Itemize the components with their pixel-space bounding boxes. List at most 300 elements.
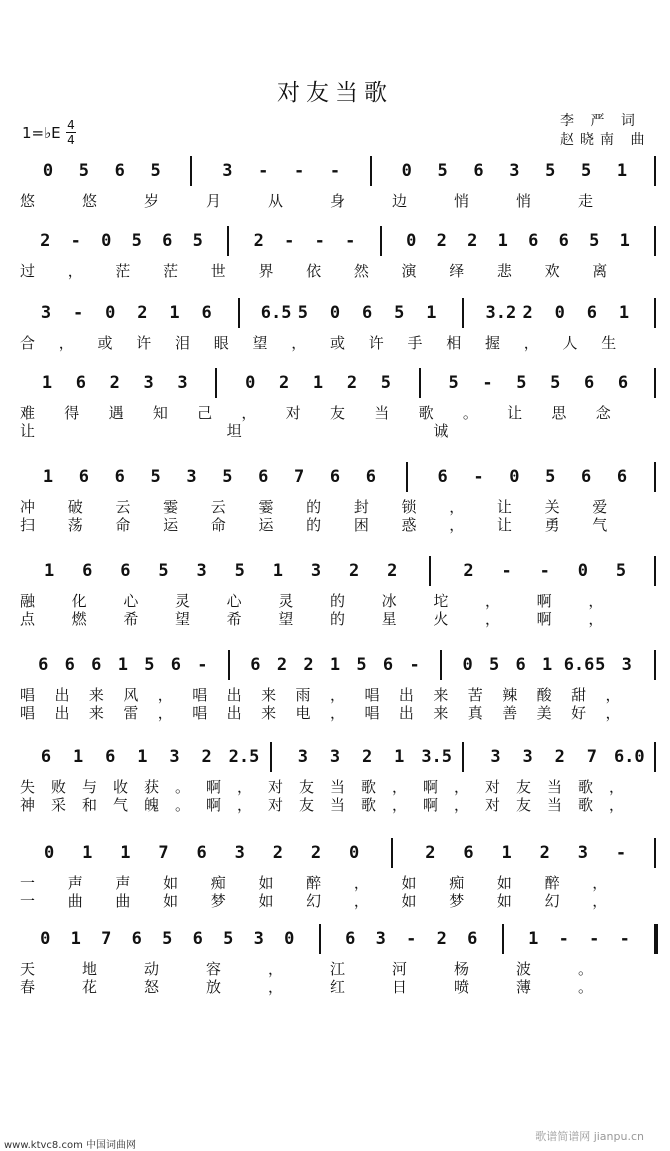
lyric-char: 当 <box>547 796 563 814</box>
note: 3.5 <box>421 747 453 767</box>
lyric-char: 江 <box>330 960 346 978</box>
note: 5 <box>595 655 606 675</box>
note: 7 <box>293 467 305 487</box>
lyric-verse-2 <box>0 978 670 996</box>
lyric-char: 如 <box>401 892 417 910</box>
note: - <box>539 561 550 581</box>
lyric-char: 悠 <box>82 192 98 210</box>
lyric-char: ， <box>485 592 501 610</box>
lyric-char: 荡 <box>67 516 83 534</box>
note: 6 <box>131 929 142 949</box>
note: 7 <box>586 747 597 767</box>
lyric-char: ， <box>157 686 173 704</box>
lyric-char: 扫 <box>20 516 36 534</box>
note: 5 <box>222 467 233 487</box>
lyric-char: 然 <box>353 262 369 280</box>
note: - <box>258 161 269 181</box>
lyric-char: 或 <box>330 334 346 352</box>
note: 3 <box>310 561 322 581</box>
lyric-char: 悠 <box>20 192 36 210</box>
notes-row <box>0 466 670 490</box>
note: - <box>197 655 208 675</box>
lyric-char: 合 <box>20 334 36 352</box>
note: 5 <box>589 231 600 251</box>
bar-line <box>391 838 393 868</box>
note: 1 <box>618 303 630 323</box>
note: 5 <box>545 467 556 487</box>
lyric-char: 生 <box>601 334 617 352</box>
lyric-char: 的 <box>330 592 346 610</box>
lyric-char: 曲 <box>67 892 83 910</box>
lyric-char: ， <box>609 778 625 796</box>
lyric-char: 冰 <box>381 592 397 610</box>
note: 3 <box>621 655 632 675</box>
note: 6 <box>528 231 539 251</box>
lyric-char: 心 <box>123 592 139 610</box>
lyric-char: 点 <box>20 610 36 628</box>
note: 0 <box>245 373 256 393</box>
note: 2 <box>387 561 398 581</box>
note: 2 <box>346 373 358 393</box>
lyric-char: 出 <box>54 704 70 722</box>
note: 1 <box>41 373 53 393</box>
lyric-char: 让 <box>496 498 512 516</box>
lyric-char: ， <box>330 704 346 722</box>
lyric-char: 唱 <box>192 704 208 722</box>
note: - <box>473 467 484 487</box>
note: 6 <box>329 467 341 487</box>
note: - <box>619 929 630 949</box>
lyric-verse-1 <box>0 874 670 892</box>
lyric-char: 友 <box>299 778 315 796</box>
lyric-char: 河 <box>392 960 408 978</box>
lyric-char: ， <box>353 892 369 910</box>
lyric-char: 来 <box>261 704 277 722</box>
note: 3 <box>222 161 233 181</box>
lyric-char: 困 <box>353 516 369 534</box>
lyric-char: 世 <box>210 262 226 280</box>
note: 1 <box>501 843 512 863</box>
lyric-char: 让 <box>507 404 523 422</box>
lyric-char: 波 <box>516 960 532 978</box>
lyric-char: 如 <box>258 874 274 892</box>
credits <box>560 112 650 150</box>
lyric-char: 身 <box>330 192 346 210</box>
lyric-char: ， <box>237 778 253 796</box>
note: 0 <box>577 561 588 581</box>
lyric-char: 来 <box>433 686 449 704</box>
note: 5 <box>550 373 561 393</box>
lyric-char: 许 <box>136 334 152 352</box>
lyric-char: 欢 <box>544 262 560 280</box>
lyric-char: 喷 <box>454 978 470 996</box>
lyric-verse-1 <box>0 192 670 210</box>
lyric-char: 悄 <box>516 192 532 210</box>
note: - <box>70 231 81 251</box>
note: 0 <box>406 231 417 251</box>
note: 6 <box>170 655 181 675</box>
note: - <box>293 161 305 181</box>
lyric-char: 坨 <box>433 592 449 610</box>
note: 1 <box>117 655 128 675</box>
lyric-char: ， <box>392 778 408 796</box>
lyric-char: ， <box>523 334 539 352</box>
note: 6 <box>201 303 212 323</box>
note: 3 <box>490 747 501 767</box>
lyric-char: 灵 <box>278 592 294 610</box>
notes-row <box>0 928 670 952</box>
lyric-char: 魄 <box>144 796 160 814</box>
note: 6 <box>467 929 478 949</box>
lyric-char: 声 <box>115 874 131 892</box>
note: 1 <box>169 303 180 323</box>
lyric-char: 边 <box>392 192 408 210</box>
bar-line <box>654 838 656 868</box>
lyric-verse-2 <box>0 892 670 910</box>
bar-line <box>270 742 272 772</box>
lyric-char: 败 <box>51 778 67 796</box>
bar-line <box>228 650 230 680</box>
lyric-char: 获 <box>144 778 160 796</box>
lyric-char: 离 <box>592 262 608 280</box>
lyric-char: 声 <box>67 874 83 892</box>
lyric-char: 爱 <box>592 498 608 516</box>
lyric-char: 一 <box>20 874 36 892</box>
note: 6 <box>250 655 261 675</box>
lyric-char: 命 <box>115 516 131 534</box>
lyric-char: 或 <box>97 334 113 352</box>
note: 2 <box>276 655 288 675</box>
note: 2 <box>522 303 533 323</box>
note: 3 <box>253 929 264 949</box>
note: 6.0 <box>613 747 645 767</box>
lyric-char: 出 <box>398 704 414 722</box>
lyric-char: 歌 <box>578 778 594 796</box>
note: 5 <box>192 231 203 251</box>
note: 2.5 <box>228 747 260 767</box>
lyric-char: ， <box>605 686 621 704</box>
lyric-char: 唱 <box>364 704 380 722</box>
lyric-char: ， <box>353 874 369 892</box>
lyric-char: 友 <box>516 796 532 814</box>
bar-line <box>190 156 192 186</box>
note: 6 <box>586 303 597 323</box>
note: 2 <box>463 561 474 581</box>
bar-line <box>654 556 656 586</box>
key-signature: 1=♭E <box>22 124 61 142</box>
lyric-char: 火 <box>433 610 449 628</box>
note: 2 <box>137 303 148 323</box>
lyric-char: ， <box>588 610 604 628</box>
lyric-char: 对 <box>268 778 284 796</box>
lyric-char: 手 <box>407 334 423 352</box>
note: 2 <box>40 231 51 251</box>
lyric-char: 悲 <box>496 262 512 280</box>
note: 5 <box>545 161 556 181</box>
lyric-char: 霎 <box>258 498 274 516</box>
note: 5 <box>516 373 527 393</box>
note: 2 <box>279 373 290 393</box>
note: 0 <box>348 843 360 863</box>
bar-line <box>227 226 229 256</box>
bar-line <box>654 368 656 398</box>
note: 0 <box>509 467 520 487</box>
lyric-char: 灵 <box>175 592 191 610</box>
lyric-char: 痴 <box>449 874 465 892</box>
lyric-char: 许 <box>368 334 384 352</box>
note: 6 <box>78 467 89 487</box>
note: 1 <box>528 929 539 949</box>
time-signature <box>66 118 76 147</box>
note: 6 <box>437 467 448 487</box>
bar-line <box>215 368 217 398</box>
lyric-verse-1 <box>0 592 670 610</box>
note: 6 <box>64 655 75 675</box>
note: 1 <box>497 231 508 251</box>
note: 1 <box>42 467 54 487</box>
lyric-char: 醉 <box>544 874 560 892</box>
note: 0 <box>554 303 565 323</box>
lyric-char: 如 <box>401 874 417 892</box>
note: 1 <box>426 303 437 323</box>
note: 1 <box>619 231 630 251</box>
lyric-char: 命 <box>210 516 226 534</box>
note: 2 <box>303 655 314 675</box>
bar-line <box>429 556 431 586</box>
note: 5 <box>437 161 448 181</box>
lyric-char: 月 <box>206 192 222 210</box>
time-signature-top: 4 <box>67 118 75 132</box>
lyric-char: 让 <box>496 516 512 534</box>
lyric-char: 来 <box>88 686 104 704</box>
lyric-char: 来 <box>433 704 449 722</box>
note: 5 <box>150 161 161 181</box>
lyric-char: 杨 <box>454 960 470 978</box>
lyric-verse-1 <box>0 686 670 704</box>
composer: 赵晓南 曲 <box>560 132 651 148</box>
lyric-char: 希 <box>226 610 242 628</box>
lyric-char: 啊 <box>536 592 552 610</box>
note: 1 <box>73 747 84 767</box>
lyric-char: 甜 <box>571 686 587 704</box>
note: 6 <box>82 561 93 581</box>
lyric-char: 思 <box>551 404 567 422</box>
note: 2 <box>436 929 447 949</box>
note: 6 <box>114 467 125 487</box>
note: 5 <box>162 929 173 949</box>
note: 3 <box>143 373 154 393</box>
note: 5 <box>615 561 627 581</box>
notes-row <box>0 746 670 770</box>
lyric-char: 对 <box>268 796 284 814</box>
note: 7 <box>158 843 169 863</box>
note: 6 <box>616 467 628 487</box>
note: - <box>482 373 493 393</box>
note: 3 <box>297 747 309 767</box>
lyric-char: ， <box>58 334 74 352</box>
note: 0 <box>101 231 112 251</box>
note: 6 <box>558 231 569 251</box>
note: 5 <box>234 561 245 581</box>
lyric-char: 。 <box>462 404 478 422</box>
lyric-char: 眼 <box>213 334 229 352</box>
lyric-char: 出 <box>226 704 242 722</box>
lyric-char: 唱 <box>192 686 208 704</box>
lyric-char: 酸 <box>536 686 552 704</box>
note: - <box>406 929 417 949</box>
lyric-verse-1 <box>0 778 670 796</box>
note: 0 <box>40 929 51 949</box>
lyric-char: 人 <box>562 334 578 352</box>
note: 3 <box>375 929 386 949</box>
lyric-char: 己 <box>197 404 213 422</box>
lyric-char: 采 <box>51 796 67 814</box>
bar-line <box>654 742 656 772</box>
lyric-char: 啊 <box>206 778 222 796</box>
lyric-char: 来 <box>261 686 277 704</box>
lyric-char: 地 <box>82 960 98 978</box>
notes-row <box>0 230 670 254</box>
note: 6 <box>581 467 592 487</box>
note: - <box>501 561 512 581</box>
note: 5 <box>581 161 592 181</box>
note: 1 <box>329 655 341 675</box>
lyric-char: 幻 <box>306 892 322 910</box>
lyric-char: ， <box>485 610 501 628</box>
lyric-char: 如 <box>163 892 179 910</box>
bar-line <box>654 650 656 680</box>
lyric-char: 握 <box>485 334 501 352</box>
lyric-char: 难 <box>20 404 36 422</box>
note: 5 <box>448 373 459 393</box>
note: 2 <box>539 843 550 863</box>
note: - <box>409 655 420 675</box>
note: 0 <box>329 303 341 323</box>
lyric-verse-2 <box>0 516 670 534</box>
lyric-char: 好 <box>571 704 587 722</box>
bar-line <box>238 298 240 328</box>
lyric-char: 星 <box>381 610 397 628</box>
lyric-char: 从 <box>268 192 284 210</box>
lyric-char: 收 <box>113 778 129 796</box>
lyric-char: 神 <box>20 796 36 814</box>
lyric-verse-2 <box>0 704 670 722</box>
note: 6 <box>345 929 356 949</box>
note: 6 <box>617 373 629 393</box>
lyric-char: 美 <box>536 704 552 722</box>
note: 5 <box>144 655 155 675</box>
note: 6 <box>114 161 125 181</box>
bar-line <box>380 226 382 256</box>
note: 6 <box>192 929 203 949</box>
lyric-char: 啊 <box>423 778 439 796</box>
lyric-char: ， <box>268 978 284 996</box>
lyric-char: 霎 <box>163 498 179 516</box>
lyric-char: 动 <box>144 960 160 978</box>
note: 1 <box>82 843 93 863</box>
lyric-char: 运 <box>258 516 274 534</box>
lyric-verse-1 <box>0 404 670 422</box>
note: 5 <box>150 467 161 487</box>
note: 0 <box>42 161 54 181</box>
lyric-char: 天 <box>20 960 36 978</box>
footer-source: www.ktvc8.com 中国词曲网 <box>4 1140 137 1151</box>
lyric-char: 云 <box>115 498 131 516</box>
note: 5 <box>380 373 391 393</box>
lyric-char: 悄 <box>454 192 470 210</box>
note: 6 <box>382 655 394 675</box>
lyric-char: 茫 <box>115 262 131 280</box>
lyric-char: 醉 <box>306 874 322 892</box>
lyric-char: 燃 <box>71 610 87 628</box>
lyric-char: 界 <box>258 262 274 280</box>
lyric-char: 曲 <box>115 892 131 910</box>
lyric-char: 春 <box>20 978 36 996</box>
lyric-char: 望 <box>278 610 294 628</box>
lyric-char: 怒 <box>144 978 160 996</box>
lyric-char: 运 <box>163 516 179 534</box>
note: 6.5 <box>260 303 292 323</box>
note: 2 <box>272 843 283 863</box>
lyric-char: 当 <box>374 404 390 422</box>
lyric-char: ， <box>67 262 83 280</box>
note: 2 <box>109 373 120 393</box>
lyric-char: 唱 <box>20 686 36 704</box>
lyric-char: 风 <box>123 686 139 704</box>
note: 3.2 <box>485 303 517 323</box>
lyric-char: 歌 <box>578 796 594 814</box>
lyric-char: 的 <box>330 610 346 628</box>
lyric-char: 气 <box>113 796 129 814</box>
lyric-char: 苦 <box>467 686 483 704</box>
note: 1 <box>120 843 131 863</box>
lyric-char: 如 <box>258 892 274 910</box>
lyric-char: ， <box>157 704 173 722</box>
note: - <box>589 929 600 949</box>
lyric-char: 关 <box>544 498 560 516</box>
note: 1 <box>43 561 55 581</box>
note: 2 <box>554 747 565 767</box>
lyric-char: 歌 <box>418 404 434 422</box>
lyric-verse-2 <box>0 796 670 814</box>
lyric-char: 歌 <box>361 778 377 796</box>
note: 6.6 <box>563 655 595 675</box>
lyric-char: 当 <box>547 778 563 796</box>
note: 5 <box>131 231 142 251</box>
lyric-char: ， <box>237 796 253 814</box>
bar-line <box>462 298 464 328</box>
lyric-char: 。 <box>578 960 594 978</box>
note: 5 <box>489 655 500 675</box>
lyric-verse-2 <box>0 422 670 440</box>
lyricist: 李 严 词 <box>560 113 641 129</box>
lyric-char: 容 <box>206 960 222 978</box>
note: 6 <box>40 747 52 767</box>
note: 0 <box>43 843 55 863</box>
lyric-char: ， <box>330 686 346 704</box>
lyric-char: 歌 <box>361 796 377 814</box>
lyric-char: 遇 <box>108 404 124 422</box>
lyric-char: 演 <box>401 262 417 280</box>
note: 0 <box>401 161 412 181</box>
lyric-char: 幻 <box>544 892 560 910</box>
notes-row <box>0 654 670 678</box>
note: 5 <box>223 929 234 949</box>
lyric-char: 惑 <box>401 516 417 534</box>
lyric-char: 望 <box>252 334 268 352</box>
watermark: 歌谱简谱网 jianpu.cn <box>535 1130 644 1143</box>
note: 2 <box>201 747 212 767</box>
